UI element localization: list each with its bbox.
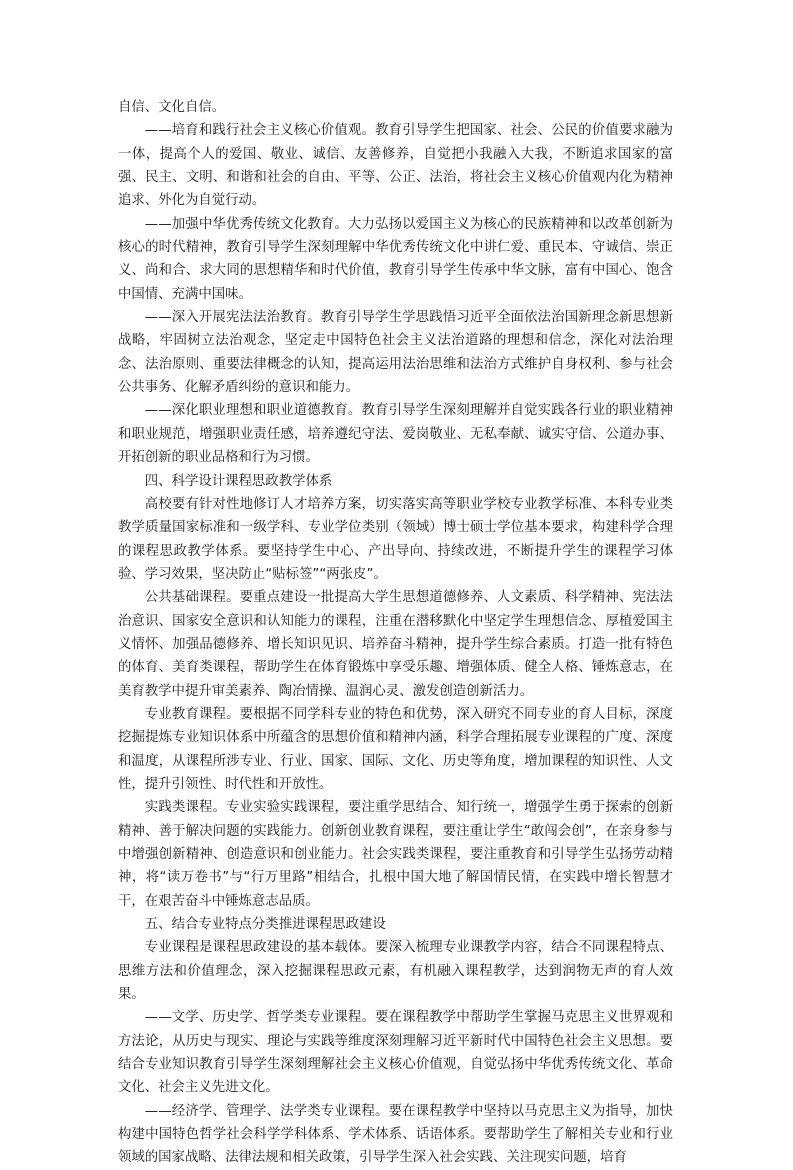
paragraph-professional-courses: 专业教育课程。要根据不同学科专业的特色和优势，深入研究不同专业的育人目标，深度挖掘提炼专业知识体系中所蕴含的思想价值和精神内涵，科学合理拓展专业课程的广度、深度和温度，从课程所涉专业、行业、国家、国际、文化、历史等角度，增加课程的知识性、人文性，提升引领性、时代性和开放性。 [118,706,673,792]
paragraph-carrier: 专业课程是课程思政建设的基本载体。要深入梳理专业课教学内容，结合不同课程特点、思维方法和价值理念，深入挖掘课程思政元素，有机融入课程教学，达到润物无声的育人效果。 [118,940,673,1003]
paragraph-humanities: ——文学、历史学、哲学类专业课程。要在课程教学中帮助学生掌握马克思主义世界观和方法论，从历史与现实、理论与实践等维度深刻理解习近平新时代中国特色社会主义思想。要结合专业知识教育引导学生深刻理解社会主义核心价值观，自觉弘扬中华优秀传统文化、革命文化、社会主义先进文化。 [118,1010,673,1096]
paragraph-constitution-law: ——深入开展宪法法治教育。教育引导学生学思践悟习近平全面依法治国新理念新思想新战略，牢固树立法治观念，坚定走中国特色社会主义法治道路的理想和信念，深化对法治理念、法治原则、重要法律概念的认知，提高运用法治思维和法治方式维护自身权利、参与社会公共事务、化解矛盾纠纷的意识和能力。 [118,310,673,396]
paragraph-public-basic-courses: 公共基础课程。要重点建设一批提高大学生思想道德修养、人文素质、科学精神、宪法法治意识、国家安全意识和认知能力的课程，注重在潜移默化中坚定学生理想信念、厚植爱国主义情怀、加强品德修养、增长知识见识、培养奋斗精神，提升学生综合素质。打造一批有特色的体育、美育类课程，帮助学生在体育锻炼中享受乐趣、增强体质、健全人格、锤炼意志，在美育教学中提升审美素养、陶冶情操、温润心灵、激发创造创新活力。 [118,590,673,699]
paragraph-traditional-culture: ——加强中华优秀传统文化教育。大力弘扬以爱国主义为核心的民族精神和以改革创新为核心的时代精神，教育引导学生深刻理解中华优秀传统文化中讲仁爱、重民本、守诚信、崇正义、尚和合、求大同的思想精华和时代价值，教育引导学生传承中华文脉，富有中国心、饱含中国情、充满中国味。 [118,216,673,302]
paragraph-training-plan: 高校要有针对性地修订人才培养方案，切实落实高等职业学校专业教学标准、本科专业类教学质量国家标准和一级学科、专业学位类别（领域）博士硕士学位基本要求，构建科学合理的课程思政教学体系。要坚持学生中心、产出导向、持续改进，不断提升学生的课程学习体验、学习效果，坚决防止“贴标签”“两张皮”。 [118,496,673,582]
paragraph-economics-management-law: ——经济学、管理学、法学类专业课程。要在课程教学中坚持以马克思主义为指导，加快构建中国特色哲学社会科学学科体系、学术体系、话语体系。要帮助学生了解相关专业和行业领域的国家战略、法律法规和相关政策，引导学生深入社会实践、关注现实问题，培育 [118,1103,673,1166]
paragraph-core-values: ——培育和践行社会主义核心价值观。教育引导学生把国家、社会、公民的价值要求融为一体，提高个人的爱国、敬业、诚信、友善修养，自觉把小我融入大我，不断追求国家的富强、民主、文明、和谐和社会的自由、平等、公正、法治，将社会主义核心价值观内化为精神追求、外化为自觉行动。 [118,123,673,209]
section-heading-4: 四、科学设计课程思政教学体系 [144,473,333,489]
paragraph-professional-ethics: ——深化职业理想和职业道德教育。教育引导学生深刻理解并自觉实践各行业的职业精神和职业规范，增强职业责任感，培养遵纪守法、爱岗敬业、无私奉献、诚实守信、公道办事、开拓创新的职业品格和行为习惯。 [118,403,673,466]
paragraph-practice-courses: 实践类课程。专业实验实践课程，要注重学思结合、知行统一，增强学生勇于探索的创新精神、善于解决问题的实践能力。创新创业教育课程，要注重让学生“敢闯会创”，在亲身参与中增强创新精神、创造意识和创业能力。社会实践类课程，要注重教育和引导学生弘扬劳动精神，将“读万卷书”与“行万里路”相结合，扎根中国大地了解国情民情，在实践中增长智慧才干，在艰苦奋斗中锤炼意志品质。 [118,800,673,909]
paragraph-continuation: 自信、文化自信。 [118,100,226,115]
document-page [118,96,673,1170]
section-heading-5: 五、结合专业特点分类推进课程思政建设 [144,917,386,933]
